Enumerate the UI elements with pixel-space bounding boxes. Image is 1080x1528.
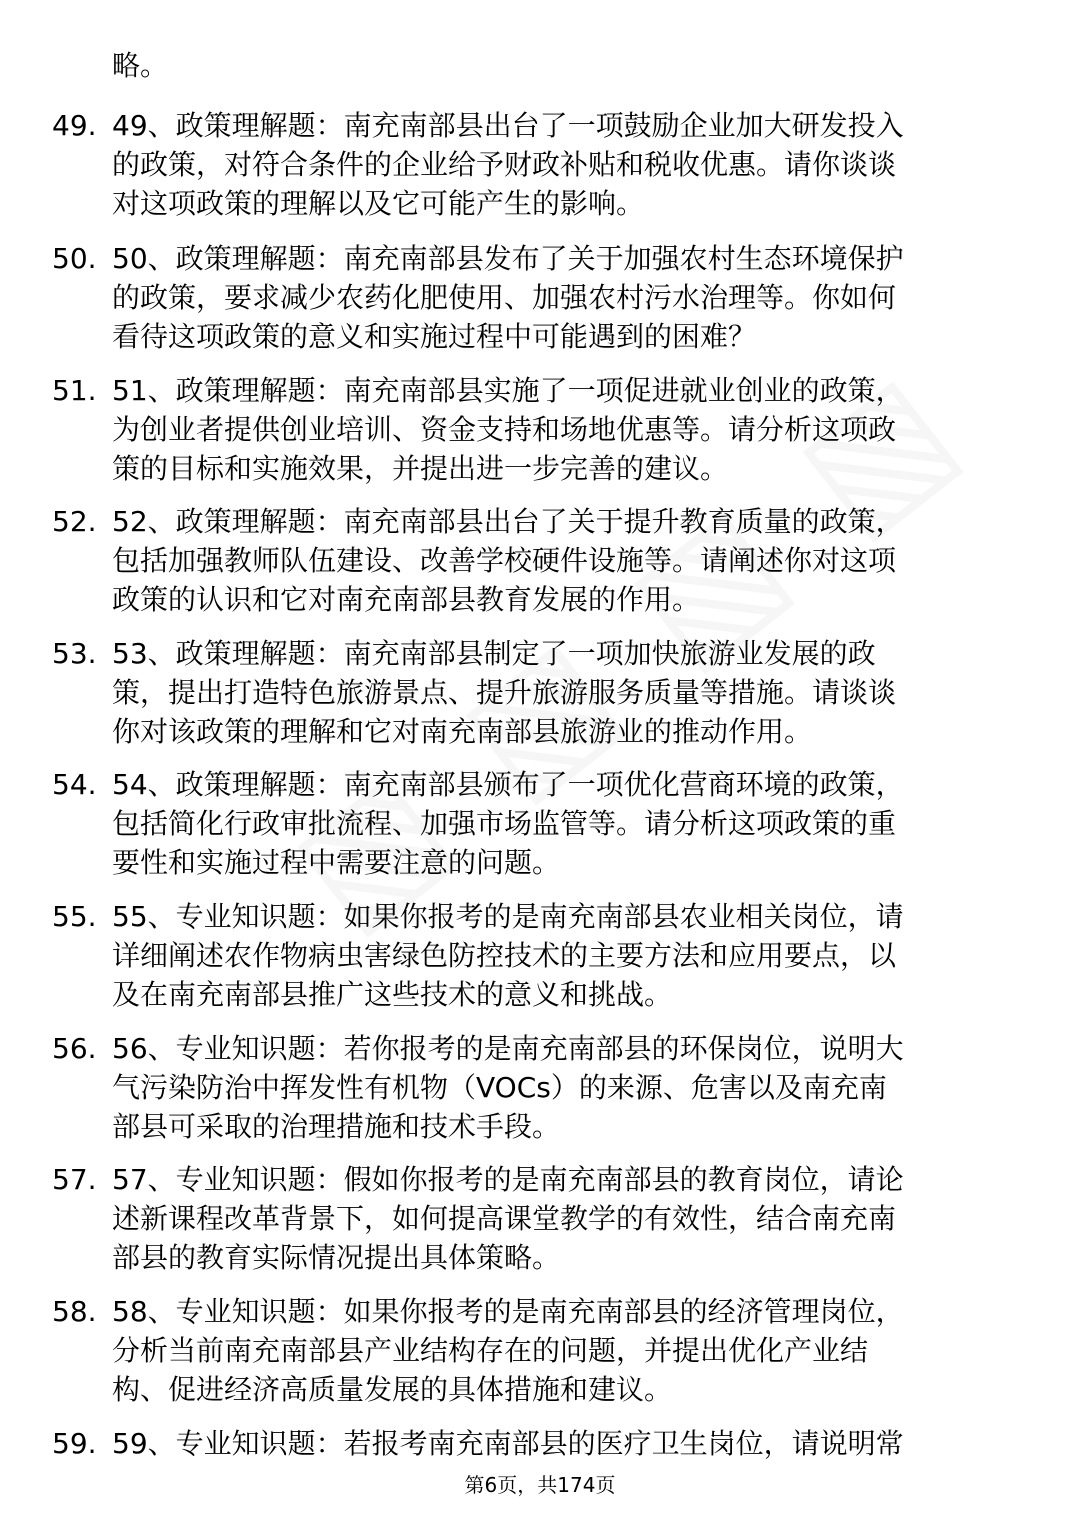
question-text-line: 52、政策理解题：南充南部县出台了关于提升教育质量的政策， xyxy=(112,505,904,538)
question-number: 55. xyxy=(52,900,97,933)
question-text-line: 对这项政策的理解以及它可能产生的影响。 xyxy=(112,187,645,220)
question-text-line: 为创业者提供创业培训、资金支持和场地优惠等。请分析这项政 xyxy=(112,413,897,446)
question-number: 59. xyxy=(52,1427,97,1460)
question-text-line: 部县的教育实际情况提出具体策略。 xyxy=(112,1241,561,1274)
question-number: 54. xyxy=(52,768,97,801)
question-text xyxy=(112,634,1012,751)
question-text-line: 要性和实施过程中需要注意的问题。 xyxy=(112,846,561,879)
question-text xyxy=(112,106,1012,223)
question-text xyxy=(112,897,1012,1014)
question-text xyxy=(112,765,1012,882)
question-text-line: 的政策，对符合条件的企业给予财政补贴和税收优惠。请你谈谈 xyxy=(112,148,897,181)
question-text-line: 58、专业知识题：如果你报考的是南充南部县的经济管理岗位， xyxy=(112,1295,904,1328)
question-text-line: 详细阐述农作物病虫害绿色防控技术的主要方法和应用要点，以 xyxy=(112,939,897,972)
question-text-line: 53、政策理解题：南充南部县制定了一项加快旅游业发展的政 xyxy=(112,637,876,670)
question-text-line: 述新课程改革背景下，如何提高课堂教学的有效性，结合南充南 xyxy=(112,1202,897,1235)
question-text-line: 策的目标和实施效果，并提出进一步完善的建议。 xyxy=(112,452,729,485)
question-text xyxy=(112,1292,1012,1409)
question-text-line: 59、专业知识题：若报考南充南部县的医疗卫生岗位，请说明常 xyxy=(112,1427,904,1460)
question-text-line: 部县可采取的治理措施和技术手段。 xyxy=(112,1110,561,1143)
question-text-line: 策，提出打造特色旅游景点、提升旅游服务质量等措施。请谈谈 xyxy=(112,676,897,709)
question-text-line: 分析当前南充南部县产业结构存在的问题，并提出优化产业结 xyxy=(112,1334,869,1367)
question-number: 51. xyxy=(52,374,97,407)
question-number: 56. xyxy=(52,1032,97,1065)
question-number: 58. xyxy=(52,1295,97,1328)
question-text-line: 51、政策理解题：南充南部县实施了一项促进就业创业的政策， xyxy=(112,374,904,407)
question-number: 53. xyxy=(52,637,97,670)
question-text-line: 及在南充南部县推广这些技术的意义和挑战。 xyxy=(112,978,673,1011)
question-text-line: 的政策，要求减少农药化肥使用、加强农村污水治理等。你如何 xyxy=(112,281,897,314)
question-text xyxy=(112,1029,1012,1146)
question-text xyxy=(112,502,1012,619)
question-text-line: 49、政策理解题：南充南部县出台了一项鼓励企业加大研发投入 xyxy=(112,109,904,142)
question-text xyxy=(112,239,1012,356)
question-text xyxy=(112,1424,1012,1463)
question-text xyxy=(112,1160,1012,1277)
page-footer: 第6页，共174页 xyxy=(464,1473,616,1497)
question-number: 57. xyxy=(52,1163,97,1196)
question-text-line: 包括简化行政审批流程、加强市场监管等。请分析这项政策的重 xyxy=(112,807,897,840)
question-number: 49. xyxy=(52,109,97,142)
question-text-line: 包括加强教师队伍建设、改善学校硬件设施等。请阐述你对这项 xyxy=(112,544,897,577)
question-text-line: 57、专业知识题：假如你报考的是南充南部县的教育岗位，请论 xyxy=(112,1163,904,1196)
question-text-line: 气污染防治中挥发性有机物（VOCs）的来源、危害以及南充南 xyxy=(112,1071,887,1104)
question-text-line: 55、专业知识题：如果你报考的是南充南部县农业相关岗位，请 xyxy=(112,900,904,933)
question-number: 52. xyxy=(52,505,97,538)
question-number: 50. xyxy=(52,242,97,275)
question-text-line: 你对该政策的理解和它对南充南部县旅游业的推动作用。 xyxy=(112,715,813,748)
continuation-text: 略。 xyxy=(112,49,169,82)
question-text-line: 看待这项政策的意义和实施过程中可能遇到的困难？ xyxy=(112,320,757,353)
question-text-line: 50、政策理解题：南充南部县发布了关于加强农村生态环境保护 xyxy=(112,242,904,275)
question-text-line: 构、促进经济高质量发展的具体措施和建议。 xyxy=(112,1373,673,1406)
question-text-line: 政策的认识和它对南充南部县教育发展的作用。 xyxy=(112,583,701,616)
question-text-line: 54、政策理解题：南充南部县颁布了一项优化营商环境的政策， xyxy=(112,768,904,801)
question-text-line: 56、专业知识题：若你报考的是南充南部县的环保岗位，说明大 xyxy=(112,1032,904,1065)
question-text xyxy=(112,371,1012,488)
